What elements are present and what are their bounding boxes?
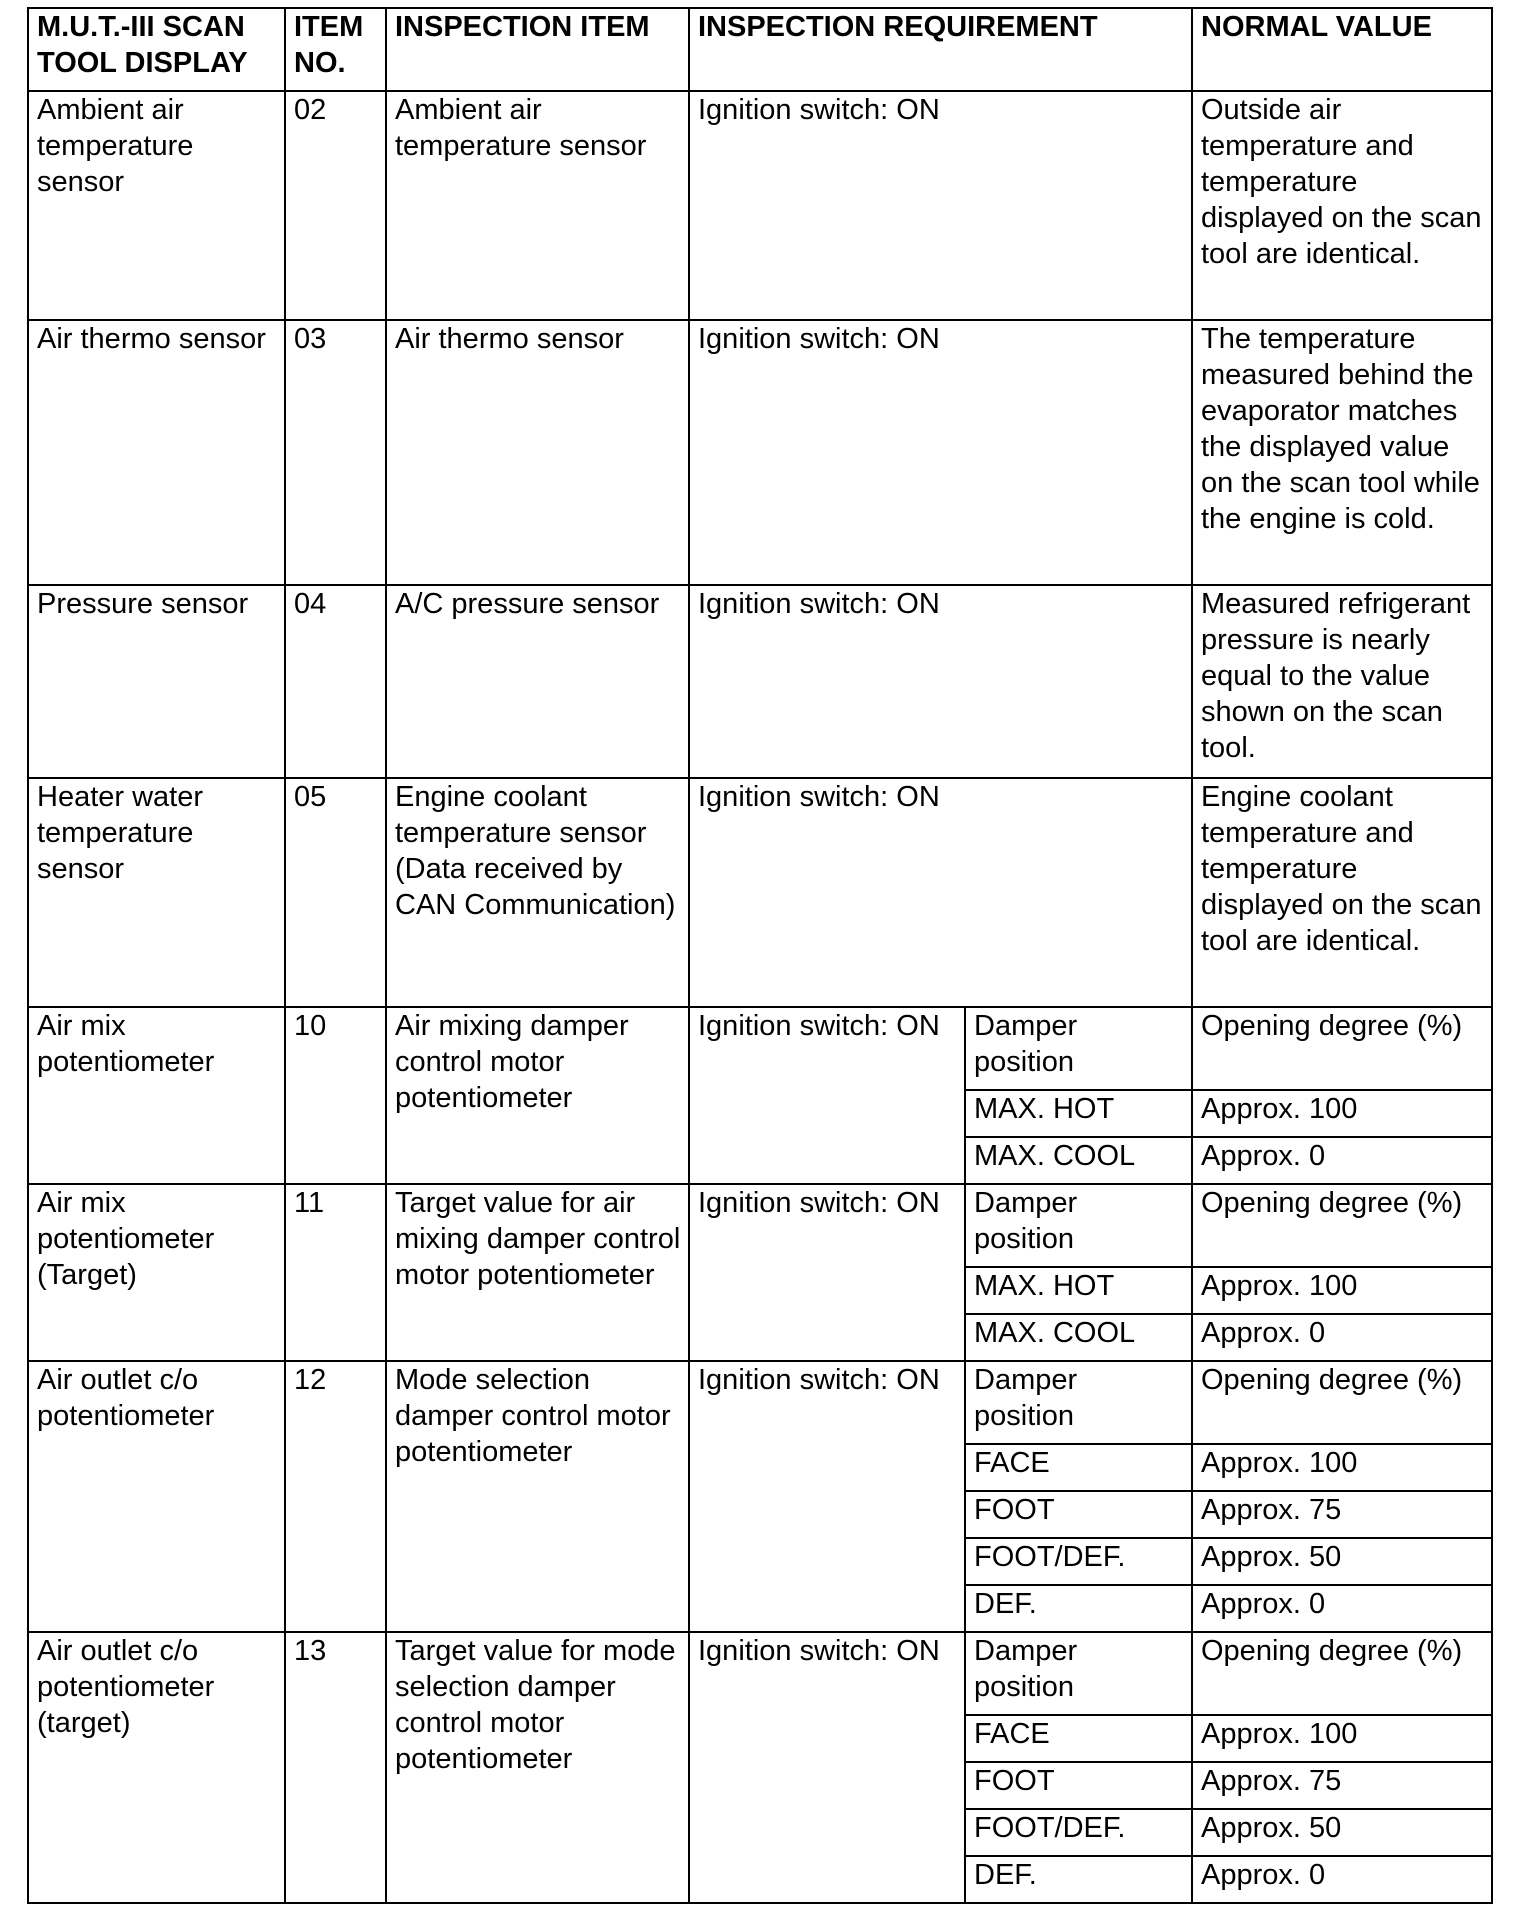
table-header-row	[28, 8, 1492, 91]
cell-condition: MAX. COOL	[965, 1137, 1192, 1184]
table-row	[28, 778, 1492, 1007]
cell-display: Air thermo sensor	[28, 320, 285, 585]
cell-item-no: 05	[285, 778, 386, 1007]
cell-value: Approx. 100	[1192, 1090, 1492, 1137]
cell-requirement: Ignition switch: ON	[689, 320, 1192, 585]
cell-inspection-item: Target value for mode selection damper control motor potentiometer	[386, 1632, 689, 1903]
cell-requirement: Ignition switch: ON	[689, 1184, 965, 1361]
cell-requirement: Ignition switch: ON	[689, 1632, 965, 1903]
cell-condition: FOOT/DEF.	[965, 1538, 1192, 1585]
cell-condition: FOOT	[965, 1491, 1192, 1538]
cell-value: Approx. 0	[1192, 1856, 1492, 1903]
cell-item-no: 12	[285, 1361, 386, 1632]
cell-condition: DEF.	[965, 1856, 1192, 1903]
cell-inspection-item: A/C pressure sensor	[386, 585, 689, 778]
header-inspection-requirement: INSPECTION REQUIREMENT	[689, 8, 1192, 91]
cell-condition: FOOT	[965, 1762, 1192, 1809]
cell-condition-header: Damper position	[965, 1007, 1192, 1090]
cell-inspection-item: Target value for air mixing damper control motor potentiometer	[386, 1184, 689, 1361]
cell-value-header: Opening degree (%)	[1192, 1184, 1492, 1267]
cell-value: Approx. 0	[1192, 1585, 1492, 1632]
cell-normal-value: Outside air temperature and temperature displayed on the scan tool are identical.	[1192, 91, 1492, 320]
cell-condition-header: Damper position	[965, 1632, 1192, 1715]
cell-requirement: Ignition switch: ON	[689, 778, 1192, 1007]
cell-item-no: 03	[285, 320, 386, 585]
header-item-no: ITEM NO.	[285, 8, 386, 91]
cell-value: Approx. 50	[1192, 1809, 1492, 1856]
cell-condition: FACE	[965, 1444, 1192, 1491]
cell-value: Approx. 100	[1192, 1444, 1492, 1491]
cell-item-no: 10	[285, 1007, 386, 1184]
cell-value: Approx. 75	[1192, 1762, 1492, 1809]
cell-display: Heater water temperature sensor	[28, 778, 285, 1007]
cell-item-no: 13	[285, 1632, 386, 1903]
cell-requirement: Ignition switch: ON	[689, 585, 1192, 778]
cell-value: Approx. 0	[1192, 1314, 1492, 1361]
header-normal-value: NORMAL VALUE	[1192, 8, 1492, 91]
cell-value: Approx. 0	[1192, 1137, 1492, 1184]
cell-inspection-item: Ambient air temperature sensor	[386, 91, 689, 320]
cell-display: Air outlet c/o potentiometer	[28, 1361, 285, 1632]
cell-inspection-item: Air mixing damper control motor potentiometer	[386, 1007, 689, 1184]
cell-display: Air outlet c/o potentiometer (target)	[28, 1632, 285, 1903]
cell-display: Ambient air temperature sensor	[28, 91, 285, 320]
header-display: M.U.T.-III SCAN TOOL DISPLAY	[28, 8, 285, 91]
cell-value: Approx. 50	[1192, 1538, 1492, 1585]
table-row	[28, 1361, 1492, 1444]
cell-normal-value: Measured refrigerant pressure is nearly equal to the value shown on the scan tool.	[1192, 585, 1492, 778]
inspection-table	[27, 7, 1493, 1904]
cell-inspection-item: Engine coolant temperature sensor (Data received by CAN Communication)	[386, 778, 689, 1007]
cell-value: Approx. 75	[1192, 1491, 1492, 1538]
table-row	[28, 91, 1492, 320]
cell-normal-value: Engine coolant temperature and temperature displayed on the scan tool are identical.	[1192, 778, 1492, 1007]
cell-item-no: 04	[285, 585, 386, 778]
cell-value: Approx. 100	[1192, 1715, 1492, 1762]
table-row	[28, 1184, 1492, 1267]
cell-condition: FOOT/DEF.	[965, 1809, 1192, 1856]
cell-condition: MAX. HOT	[965, 1267, 1192, 1314]
cell-value-header: Opening degree (%)	[1192, 1361, 1492, 1444]
cell-display: Air mix potentiometer (Target)	[28, 1184, 285, 1361]
cell-requirement: Ignition switch: ON	[689, 1361, 965, 1632]
cell-condition: FACE	[965, 1715, 1192, 1762]
cell-value: Approx. 100	[1192, 1267, 1492, 1314]
cell-condition-header: Damper position	[965, 1361, 1192, 1444]
cell-item-no: 02	[285, 91, 386, 320]
cell-requirement: Ignition switch: ON	[689, 91, 1192, 320]
table-row	[28, 585, 1492, 778]
cell-normal-value: The temperature measured behind the evaporator matches the displayed value on the scan tool while the engine is cold.	[1192, 320, 1492, 585]
cell-value-header: Opening degree (%)	[1192, 1007, 1492, 1090]
table-row	[28, 1007, 1492, 1090]
table-row	[28, 1632, 1492, 1715]
cell-display: Pressure sensor	[28, 585, 285, 778]
cell-condition-header: Damper position	[965, 1184, 1192, 1267]
cell-requirement: Ignition switch: ON	[689, 1007, 965, 1184]
cell-display: Air mix potentiometer	[28, 1007, 285, 1184]
cell-condition: MAX. HOT	[965, 1090, 1192, 1137]
cell-condition: MAX. COOL	[965, 1314, 1192, 1361]
cell-inspection-item: Mode selection damper control motor potentiometer	[386, 1361, 689, 1632]
header-inspection-item: INSPECTION ITEM	[386, 8, 689, 91]
cell-value-header: Opening degree (%)	[1192, 1632, 1492, 1715]
cell-item-no: 11	[285, 1184, 386, 1361]
cell-condition: DEF.	[965, 1585, 1192, 1632]
table-row	[28, 320, 1492, 585]
cell-inspection-item: Air thermo sensor	[386, 320, 689, 585]
